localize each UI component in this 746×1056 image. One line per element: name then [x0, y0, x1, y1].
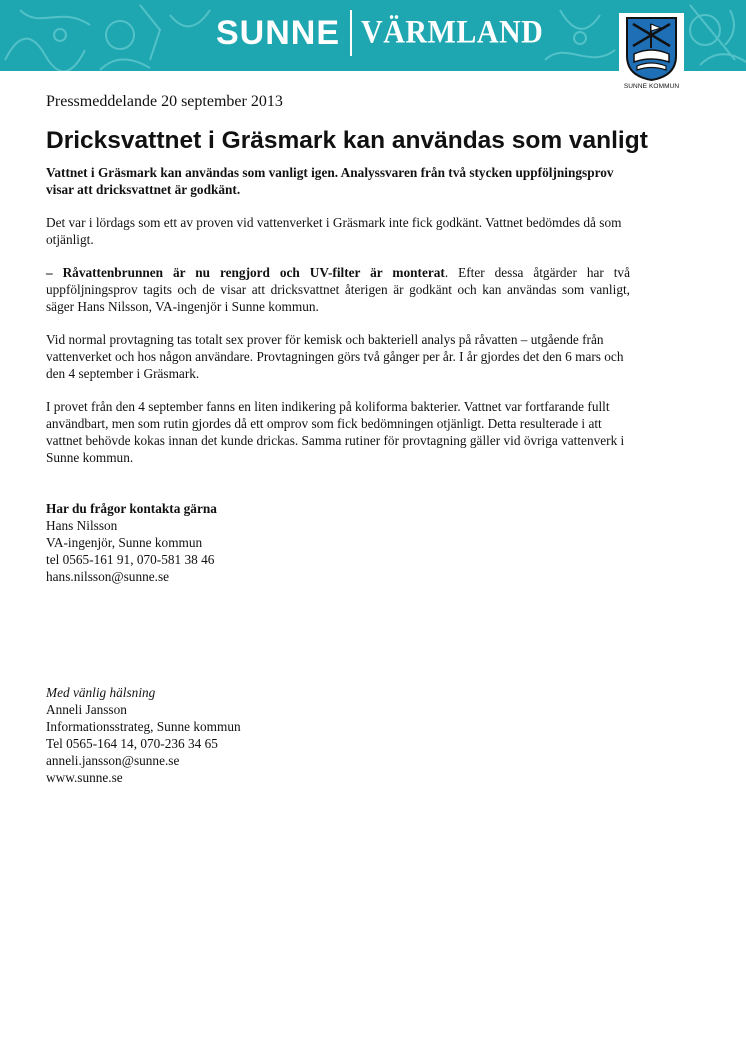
crest-caption: SUNNE KOMMUN [623, 83, 680, 90]
contact-role: VA-ingenjör, Sunne kommun [46, 535, 203, 550]
signoff-website: www.sunne.se [46, 770, 123, 785]
press-release [46, 92, 648, 786]
lead-paragraph: Vattnet i Gräsmark kan användas som vanligt igen. Analyssvaren från två stycken uppföljningsprov visar att dricksvattnet är godkänt. [46, 165, 614, 197]
paragraph-4: I provet från den 4 september fanns en liten indikering på koliforma bakterier. Vattnet var fortfarande fullt användbart, men som rutin gjordes då ett omprov som fick bedömningen otjänligt. Detta resulterade i att vattnet behövde kokas innan det kunde drickas. Samma rutiner för provtagning gäller vid övriga vattenverk i Sunne kommun. [46, 399, 625, 465]
paragraph-2-text: . Efter dessa åtgärder har två uppföljningsprov tagits och de visar att dricksvattnet återigen är godkänt och kan användas som vanligt, säger Hans Nilsson, VA-ingenjör i Sunne kommun. [46, 265, 630, 314]
contact-email: hans.nilsson@sunne.se [46, 569, 170, 584]
headline: Dricksvattnet i Gräsmark kan användas som vanligt [46, 127, 648, 154]
signoff-email: anneli.jansson@sunne.se [46, 753, 180, 768]
contact-name: Hans Nilsson [46, 518, 118, 533]
contact-heading: Har du frågor kontakta gärna [46, 501, 217, 516]
brand-logo [216, 8, 543, 58]
quote-bold: – Råvattenbrunnen är nu rengjord och UV-filter är monterat [46, 265, 445, 280]
brand-varmland: VÄRMLAND [361, 14, 544, 51]
signoff-block [46, 684, 630, 786]
dateline: Pressmeddelande 20 september 2013 [46, 93, 283, 110]
municipal-crest [619, 13, 684, 95]
brand-divider [350, 10, 352, 56]
paragraph-2 [46, 264, 630, 315]
paragraph-1: Det var i lördags som ett av proven vid vattenverket i Gräsmark inte fick godkänt. Vattnet bedömdes då som otjänligt. [46, 215, 622, 247]
paragraph-3: Vid normal provtagning tas totalt sex prover för kemisk och bakteriell analys på råvatten – utgående från vattenverket och hos någon användare. Provtagningen görs två gånger per år. I år gjordes det den 6 mars och den 4 september i Gräsmark. [46, 332, 624, 381]
contact-block [46, 500, 630, 585]
coat-of-arms-icon [625, 16, 678, 82]
signoff-phone: Tel 0565-164 14, 070-236 34 65 [46, 736, 218, 751]
signoff-role: Informationsstrateg, Sunne kommun [46, 719, 241, 734]
brand-sunne: SUNNE [216, 13, 341, 52]
signoff-greeting: Med vänlig hälsning [46, 685, 156, 700]
contact-phone: tel 0565-161 91, 070-581 38 46 [46, 552, 215, 567]
signoff-name: Anneli Jansson [46, 702, 127, 717]
